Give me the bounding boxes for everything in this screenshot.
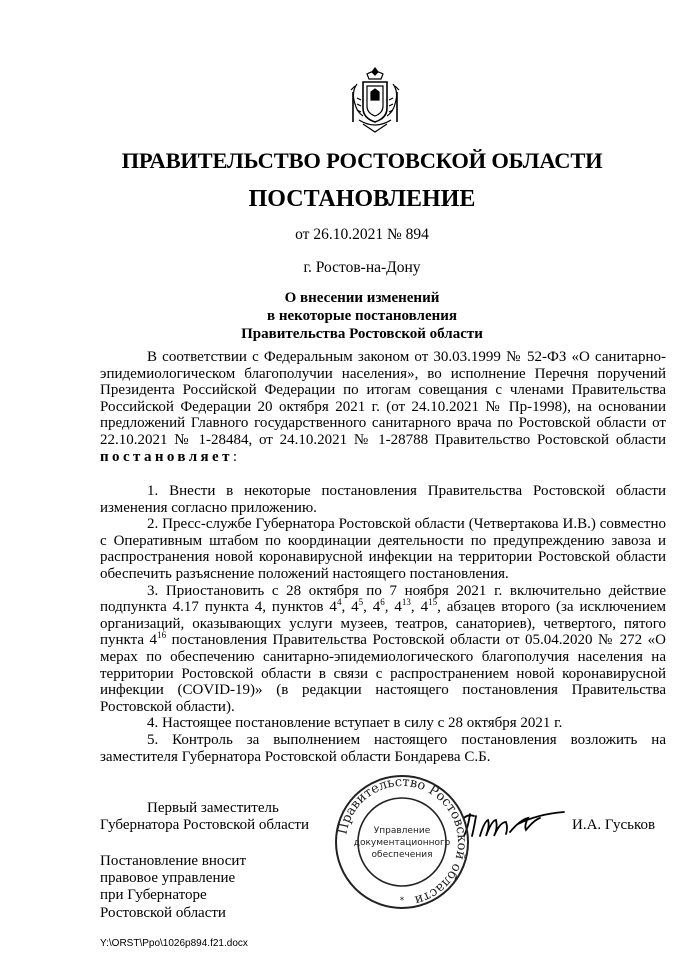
document-date-number: от 26.10.2021 № 894 [295,226,429,243]
decree-item-2: 2. Пресс-службе Губернатора Ростовской области (Четвертакова И.В.) совместно с Оперативным штабом по координации деятельности по предупреждению завоза и распространения новой коронавирусной инфекции на территории Ростовской области обеспечить разъяснение положений настоящего постановления. [100,516,666,582]
file-path: Y:\ORST\Ppo\1026p894.f21.docx [100,938,248,949]
decree-item-4: 4. Настоящее постановление вступает в силу с 28 октября 2021 г. [147,715,563,732]
seal-ring-text: Правительство Ростовской области [335,774,470,908]
seal-inner-line: Управление [373,826,431,836]
subject-line: в некоторые постановления [266,308,458,324]
submitted-by: Постановление вносит правовое управление при Губернаторе Ростовской области [100,853,247,921]
seal-inner-line: документационного [353,838,451,848]
decree-items [100,483,666,765]
coat-of-arms-icon [345,62,405,137]
subject-line: Правительства Ростовской области [241,326,483,342]
decree-item-5: 5. Контроль за выполнением настоящего постановления возложить на заместителя Губернатора Ростовской области Бондарева С.Б. [100,731,666,765]
signatory-name: И.А. Гуськов [572,817,656,833]
signatory-position: Первый заместитель Губернатора Ростовской области [100,800,310,833]
seal-star: * [399,896,405,906]
handwritten-signature-icon [458,806,568,846]
seal-inner-line: обеспечения [371,850,433,860]
document-city: г. Ростов-на-Дону [303,259,421,276]
preamble [100,349,666,465]
document-subject [0,289,680,343]
preamble-text: В соответствии с Федеральным законом от 30.03.1999 № 52-ФЗ «О санитарно-эпидемиологическом благополучии населения», во исполнение Перечня поручений Президента Российской Федерации по итогам совещания с членами Правительства Российской Федерации 20 октября 2021 г. (от 24.10.2021 № Пр-1998), на основании предложений Главного государственного санитарного врача по Ростовской области от 22.10.2021 № 1-28484, от 24.10.2021 № 1-28788 Правительство Ростовской области [100,349,666,448]
organization-title: ПРАВИТЕЛЬСТВО РОСТОВСКОЙ ОБЛАСТИ [121,148,603,173]
decree-word: постановляет [100,448,233,465]
official-seal-icon [333,773,471,911]
decree-item-3: 3. Приостановить с 28 октября по 7 ноября 2021 г. включительно действие подпункта 4.17 пункта 4, пунктов $4^4$, $4^5$, $4^6$, $4^{13}$, $4^{15}$, абзацев второго (за исключением организаций, оказывающих услуги музеев, театров, санаториев), четвертого, пятого пункта $4^{16}$ постановления Правительства Ростовской области от 05.04.2020 № 272 «О мерах по обеспечению санитарно-эпидемиологического благополучия населения на территории Ростовской области в связи с распространением новой коронавирусной инфекции (COVID-19)» (в редакции настоящего постановления Правительства Ростовской области). [100,582,666,715]
decree-colon: : [232,448,238,465]
subject-line: О внесении изменений [284,290,440,306]
decree-item-1: 1. Внести в некоторые постановления Правительства Ростовской области изменения согласно приложению. [100,483,666,516]
document-type: ПОСТАНОВЛЕНИЕ [248,186,476,212]
